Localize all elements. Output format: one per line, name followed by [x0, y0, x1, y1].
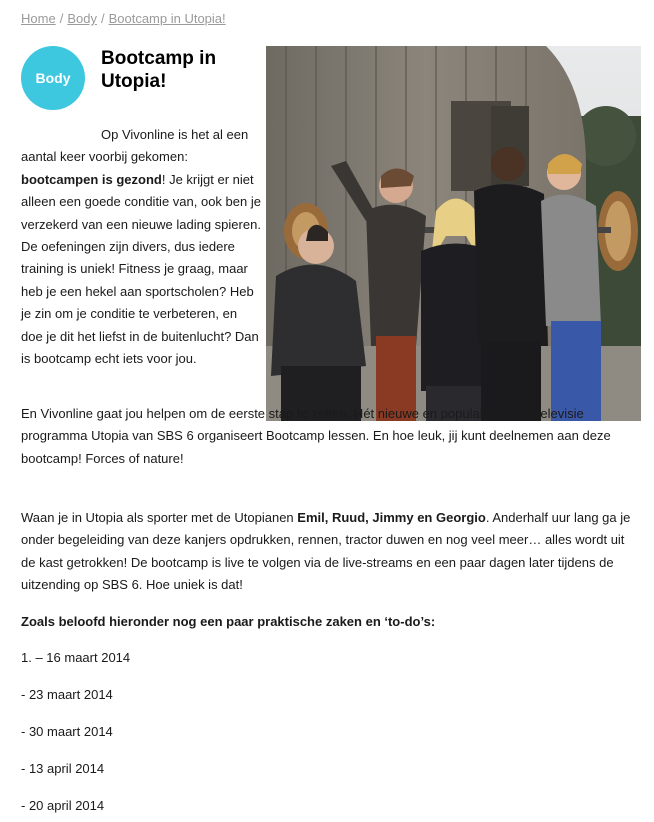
breadcrumb-home-link[interactable]: Home [21, 11, 56, 26]
paragraph-3-bold: Emil, Ruud, Jimmy en Georgio [297, 510, 486, 525]
breadcrumb [21, 11, 226, 26]
intro-text-1: Op Vivonline is het al een aantal keer voorbij gekomen: [21, 127, 249, 165]
date-item: - 30 maart 2014 [21, 724, 113, 739]
intro-text-2: ! Je krijgt er niet alleen een goede conditie van, ook ben je verzekerd van een nieuwe lading spieren. De oefeningen zijn divers, dus iedere training is uniek! Fitness je graag, maar heb je een hekel aan sportscholen? Heb je zin om je conditie te verbeteren, en doe je dit het liefst in de buitenlucht? Dan is bootcamp echt iets voor jou. [21, 171, 261, 367]
paragraph-3-text-1: Waan je in Utopia als sporter met de Utopianen [21, 510, 298, 525]
date-item: - 20 april 2014 [21, 798, 105, 813]
article-intro [21, 124, 261, 370]
breadcrumb-separator: / [59, 11, 64, 26]
article-title: Bootcamp in Utopia! [101, 48, 217, 92]
breadcrumb-body-link[interactable]: Body [67, 11, 97, 26]
paragraph-3-text-2: . Anderhalf uur lang ga je onder begeleiding van deze kanjers opdrukken, rennen, tractor duwen en nog veel meer… alles wordt uit de kast getrokken! De bootcamp is live te volgen via de live-streams en een paar dagen later tijdens de uitzending op SBS 6. Hoe uniek is dat! [21, 510, 631, 593]
breadcrumb-separator: / [100, 11, 105, 26]
date-item: - 23 maart 2014 [21, 687, 113, 702]
article-paragraph-3 [21, 507, 633, 597]
date-item: - 13 april 2014 [21, 761, 105, 776]
article-paragraph-2: En Vivonline gaat jou helpen om de eerste stap te zetten. Hét nieuwe en populaire reality-televisie programma Utopia van SBS 6 organiseert Bootcamp lessen. En hoe leuk, jij kunt deelnemen aan deze bootcamp! Forces of nature! [21, 406, 611, 466]
category-badge[interactable]: Body [21, 46, 85, 110]
breadcrumb-current-link[interactable]: Bootcamp in Utopia! [108, 11, 226, 26]
todo-heading: Zoals beloofd hieronder nog een paar praktische zaken en ‘to-do’s: [21, 614, 436, 629]
date-item: 1. – 16 maart 2014 [21, 650, 131, 665]
article-photo [266, 46, 641, 421]
intro-bold: bootcampen is gezond [21, 171, 162, 187]
